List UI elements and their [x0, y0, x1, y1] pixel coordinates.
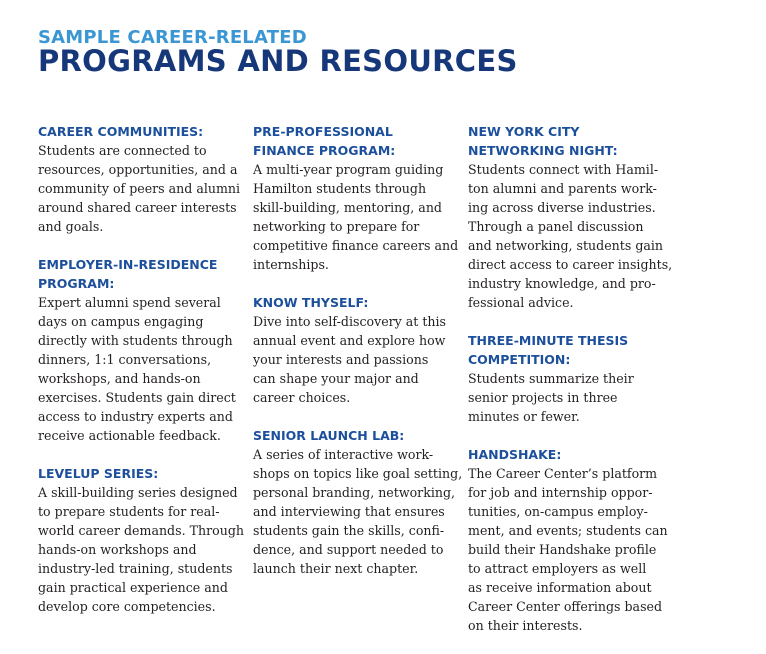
section-description-line: shops on topics like goal setting,: [253, 466, 463, 481]
section-description-line: workshops, and hands-on: [38, 371, 201, 386]
section-description-line: Dive into self-discovery at this: [253, 314, 447, 329]
column-3: [468, 122, 678, 654]
section-description-line: world career demands. Through: [38, 523, 244, 538]
header-kicker: SAMPLE CAREER-RELATED: [38, 27, 307, 48]
section-description-line: career choices.: [253, 390, 351, 405]
section-title-line: PROGRAM:: [38, 276, 115, 291]
column-2: [253, 122, 463, 597]
section-description-line: Students summarize their: [468, 371, 634, 386]
section-description-line: minutes or fewer.: [468, 409, 580, 424]
section-title: [468, 445, 678, 464]
section-title-line: FINANCE PROGRAM:: [253, 143, 396, 158]
section-title: [253, 293, 463, 312]
program-section: [38, 255, 248, 445]
section-title-line: SENIOR LAUNCH LAB:: [253, 428, 405, 443]
section-description-line: A multi-year program guiding: [253, 162, 444, 177]
section-title-line: NEW YORK CITY: [468, 124, 580, 139]
section-description-line: industry knowledge, and pro-: [468, 276, 656, 291]
section-description-line: gain practical experience and: [38, 580, 228, 595]
section-description-line: dinners, 1:1 conversations,: [38, 352, 212, 367]
section-title: [468, 122, 678, 160]
program-section: [253, 426, 463, 578]
section-description-line: develop core competencies.: [38, 599, 216, 614]
section-title-line: PRE-PROFESSIONAL: [253, 124, 393, 139]
section-description-line: dence, and support needed to: [253, 542, 444, 557]
section-description-line: as receive information about: [468, 580, 652, 595]
section-description-line: can shape your major and: [253, 371, 419, 386]
section-description-line: on their interests.: [468, 618, 583, 633]
section-description-line: exercises. Students gain direct: [38, 390, 236, 405]
section-title: [253, 426, 463, 445]
section-description-line: hands-on workshops and: [38, 542, 197, 557]
section-description-line: networking to prepare for: [253, 219, 420, 234]
section-description-line: to attract employers as well: [468, 561, 647, 576]
section-description-line: Career Center offerings based: [468, 599, 663, 614]
section-title: [38, 122, 248, 141]
section-title-line: THREE-MINUTE THESIS: [468, 333, 629, 348]
section-description-line: and interviewing that ensures: [253, 504, 445, 519]
program-section: [253, 293, 463, 407]
section-description-line: and goals.: [38, 219, 104, 234]
section-description-line: and networking, students gain: [468, 238, 664, 253]
section-title: [38, 255, 248, 293]
section-description: [468, 464, 678, 635]
section-description-line: launch their next chapter.: [253, 561, 419, 576]
section-description-line: A skill-building series designed: [38, 485, 238, 500]
section-description-line: A series of interactive work-: [253, 447, 434, 462]
section-description-line: senior projects in three: [468, 390, 618, 405]
section-description: [38, 483, 248, 616]
section-description: [38, 141, 248, 236]
section-title-line: HANDSHAKE:: [468, 447, 562, 462]
section-description-line: annual event and explore how: [253, 333, 446, 348]
section-description-line: to prepare students for real-: [38, 504, 220, 519]
section-description: [468, 369, 678, 426]
section-description-line: competitive finance careers and: [253, 238, 459, 253]
section-description-line: fessional advice.: [468, 295, 574, 310]
section-description: [38, 293, 248, 445]
section-description-line: for job and internship oppor-: [468, 485, 653, 500]
section-description-line: access to industry experts and: [38, 409, 233, 424]
section-description: [253, 445, 463, 578]
program-section: [468, 331, 678, 426]
section-description-line: skill-building, mentoring, and: [253, 200, 442, 215]
section-description-line: direct access to career insights,: [468, 257, 673, 272]
program-section: [253, 122, 463, 274]
section-title-line: KNOW THYSELF:: [253, 295, 369, 310]
section-description: [468, 160, 678, 312]
section-description-line: build their Handshake profile: [468, 542, 657, 557]
section-title: [468, 331, 678, 369]
section-title: [38, 464, 248, 483]
section-description-line: ing across diverse industries.: [468, 200, 656, 215]
section-description-line: ment, and events; students can: [468, 523, 668, 538]
section-description-line: around shared career interests: [38, 200, 237, 215]
section-description-line: students gain the skills, confi-: [253, 523, 445, 538]
section-title-line: CAREER COMMUNITIES:: [38, 124, 204, 139]
page-title: PROGRAMS AND RESOURCES: [38, 44, 518, 78]
section-description-line: your interests and passions: [253, 352, 429, 367]
section-description-line: receive actionable feedback.: [38, 428, 221, 443]
program-section: [38, 464, 248, 616]
section-description-line: Students connect with Hamil-: [468, 162, 659, 177]
section-description-line: days on campus engaging: [38, 314, 204, 329]
section-description-line: tunities, on-campus employ-: [468, 504, 648, 519]
section-description-line: Through a panel discussion: [468, 219, 644, 234]
section-description-line: Expert alumni spend several: [38, 295, 221, 310]
section-description-line: Hamilton students through: [253, 181, 427, 196]
section-title-line: LEVELUP SERIES:: [38, 466, 159, 481]
program-section: [468, 445, 678, 635]
column-1: [38, 122, 248, 635]
program-section: [468, 122, 678, 312]
section-title-line: NETWORKING NIGHT:: [468, 143, 618, 158]
section-description-line: community of peers and alumni: [38, 181, 241, 196]
section-description: [253, 312, 463, 407]
section-description-line: industry-led training, students: [38, 561, 233, 576]
section-description-line: directly with students through: [38, 333, 233, 348]
program-section: [38, 122, 248, 236]
section-title-line: EMPLOYER-IN-RESIDENCE: [38, 257, 218, 272]
section-description-line: internships.: [253, 257, 329, 272]
section-description-line: ton alumni and parents work-: [468, 181, 657, 196]
section-description-line: resources, opportunities, and a: [38, 162, 238, 177]
section-description-line: Students are connected to: [38, 143, 207, 158]
section-description-line: personal branding, networking,: [253, 485, 456, 500]
section-title-line: COMPETITION:: [468, 352, 571, 367]
section-description-line: The Career Center’s platform: [468, 466, 658, 481]
section-title: [253, 122, 463, 160]
section-description: [253, 160, 463, 274]
